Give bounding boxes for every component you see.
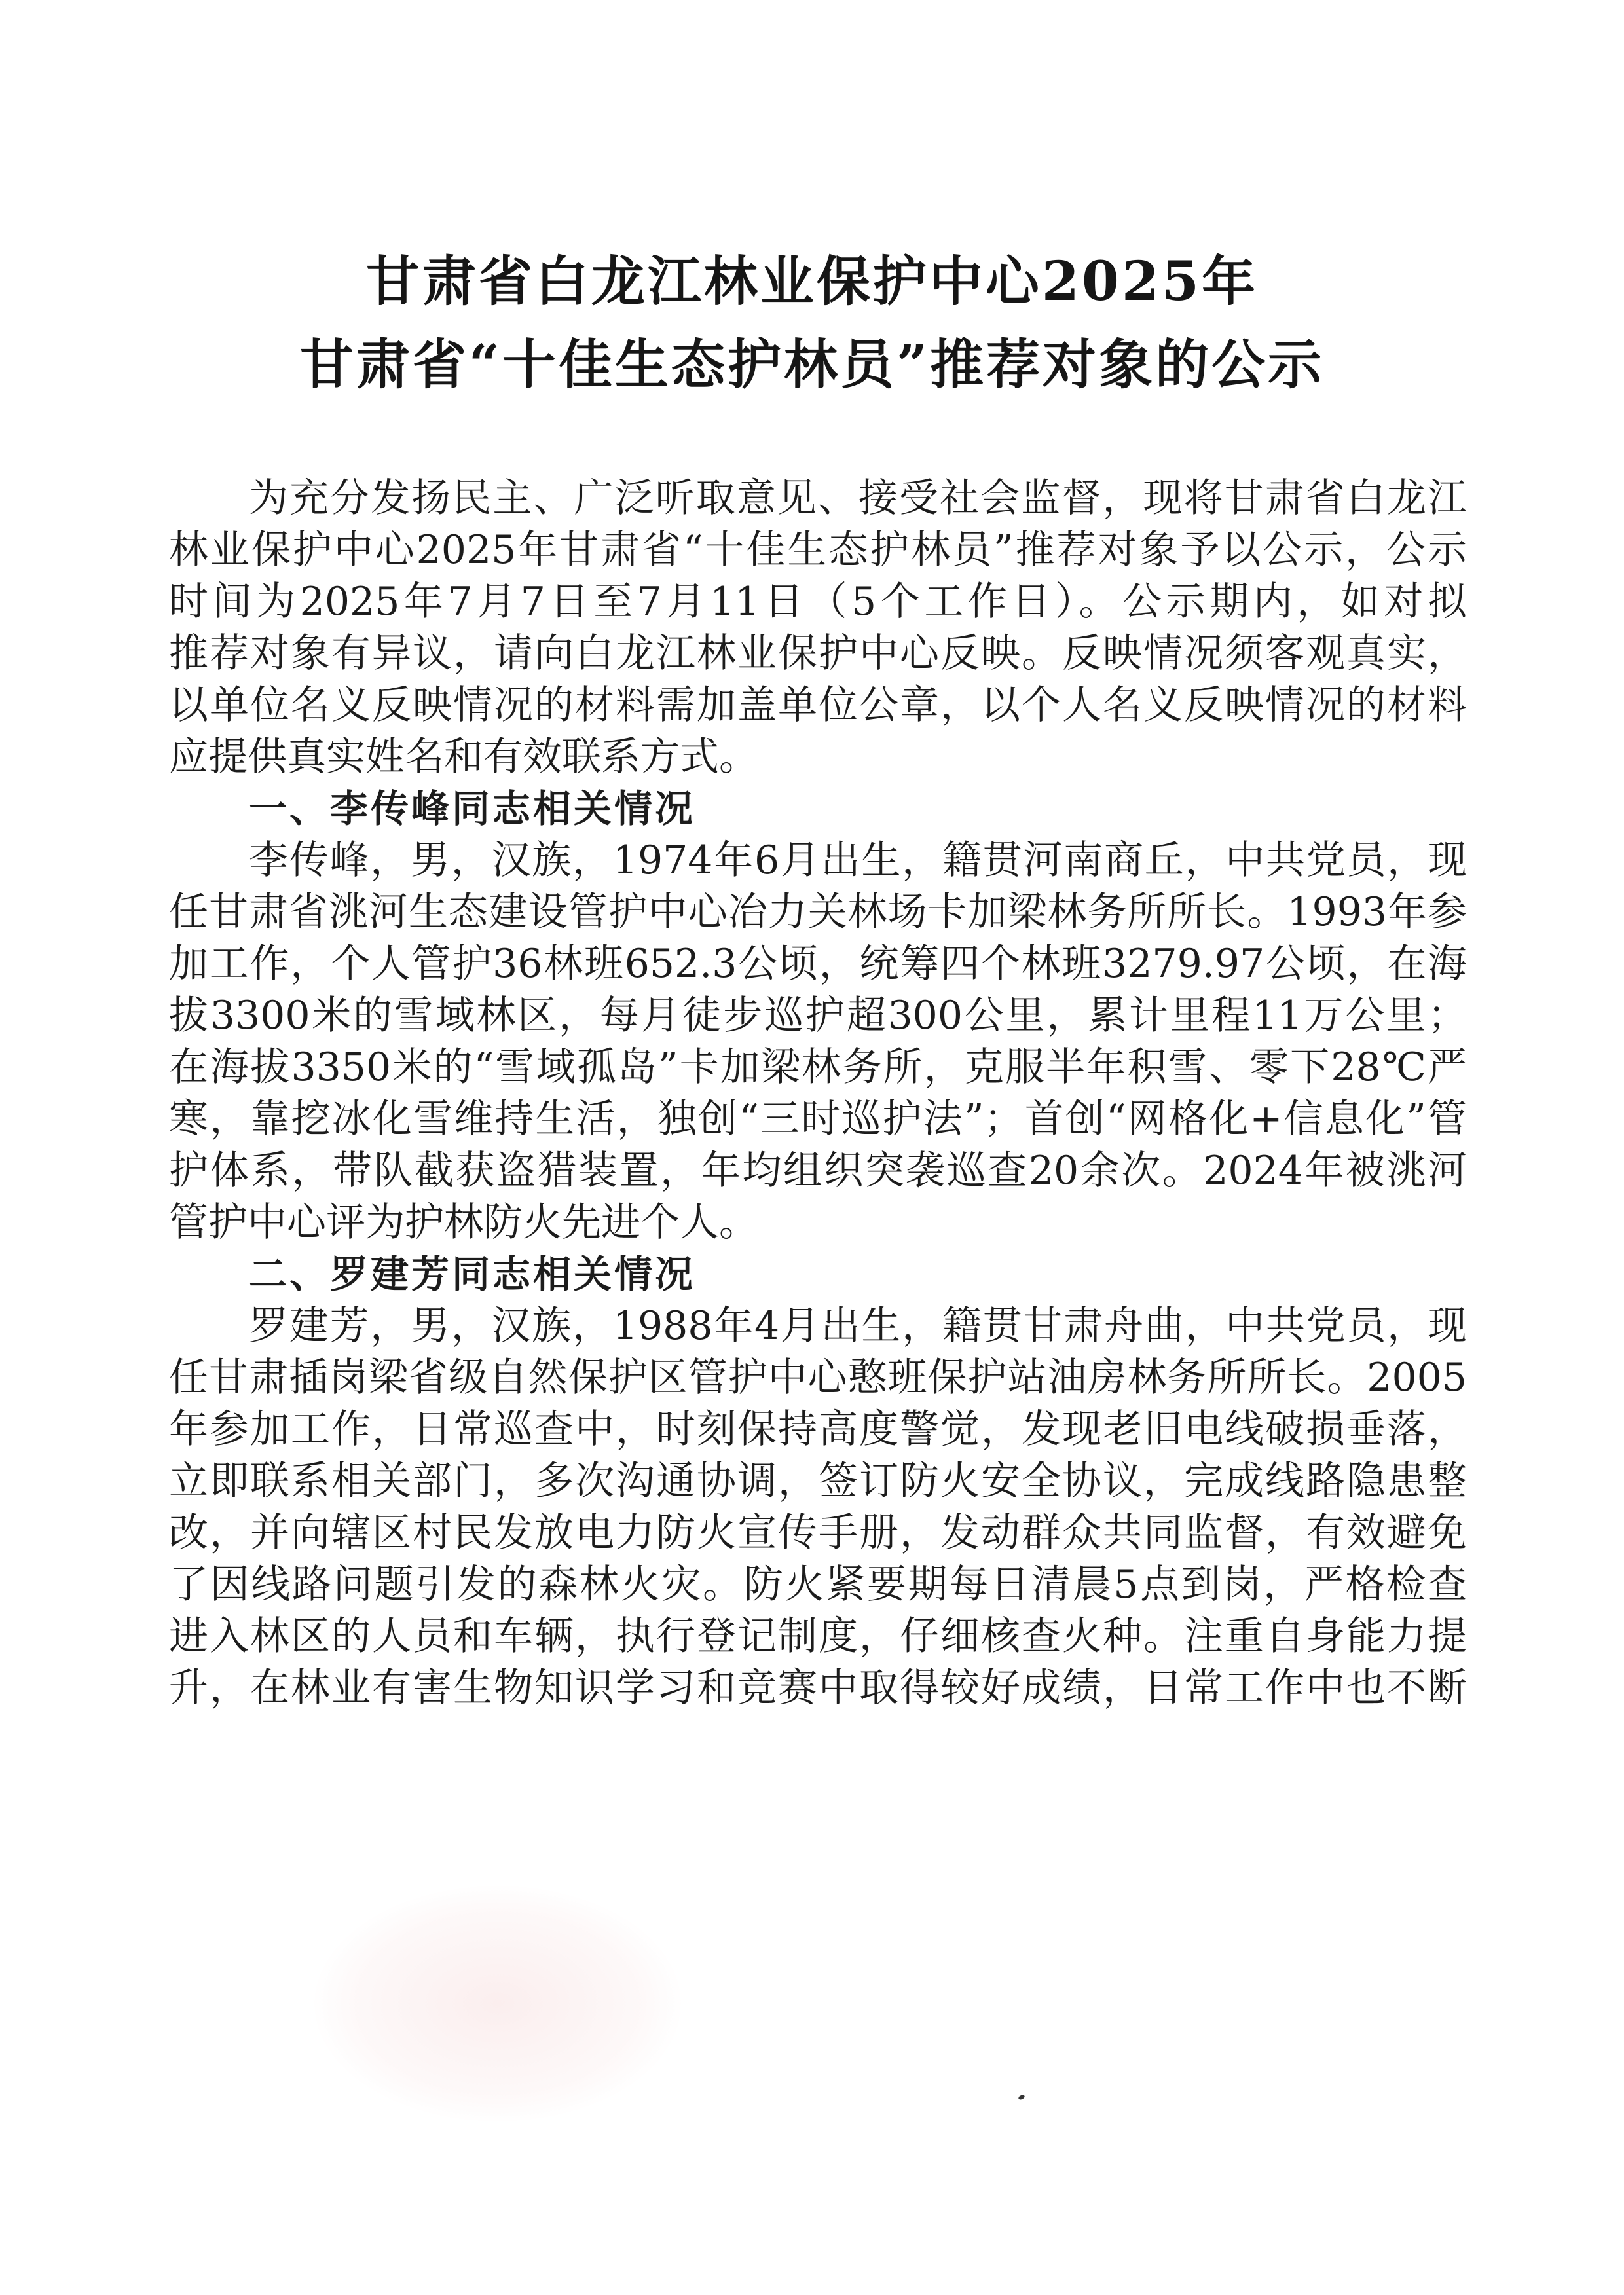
- section-1-line: 管护中心评为护林防火先进个人。: [169, 1200, 758, 1245]
- section-1-line: 寒，靠挖冰化雪维持生活，独创“三时巡护法”；首创“网格化+信息化”管: [169, 1096, 1467, 1142]
- section-2-line: 任甘肃插岗梁省级自然保护区管护中心憨班保护站油房林务所所长。2005: [169, 1355, 1467, 1401]
- section-2-line: 了因线路问题引发的森林火灾。防火紧要期每日清晨5点到岗，严格检查: [169, 1562, 1467, 1607]
- section-2-line: 改，并向辖区村民发放电力防火宣传手册，发动群众共同监督，有效避免: [169, 1510, 1467, 1556]
- section-2-line: 罗建芳，男，汉族，1988年4月出生，籍贯甘肃舟曲，中共党员，现: [249, 1303, 1467, 1349]
- section-2-line: 升，在林业有害生物知识学习和竞赛中取得较好成绩，日常工作中也不断: [169, 1665, 1467, 1711]
- section-1-line: 护体系，带队截获盗猎装置，年均组织突袭巡查20余次。2024年被洮河: [169, 1148, 1467, 1194]
- section-1-line: 李传峰，男，汉族，1974年6月出生，籍贯河南商丘，中共党员，现: [249, 837, 1467, 883]
- section-2-heading: 二、罗建芳同志相关情况: [249, 1252, 696, 1296]
- section-1-line: 在海拔3350米的“雪域孤岛”卡加梁林务所，克服半年积雪、零下28℃严: [169, 1044, 1467, 1090]
- section-2-line: 立即联系相关部门，多次沟通协调，签订防火安全协议，完成线路隐患整: [169, 1458, 1467, 1504]
- section-2-paragraph: [169, 1300, 1467, 1714]
- intro-paragraph: [169, 473, 1467, 783]
- section-2-line: 进入林区的人员和车辆，执行登记制度，仔细核查火种。注重自身能力提: [169, 1613, 1467, 1659]
- section-2-line: 年参加工作，日常巡查中，时刻保持高度警觉，发现老旧电线破损垂落，: [169, 1406, 1467, 1452]
- section-1-line: 任甘肃省洮河生态建设管护中心冶力关林场卡加梁林务所所长。1993年参: [169, 889, 1467, 935]
- scan-speck: [1018, 2094, 1025, 2101]
- faint-seal-mark: [314, 1886, 681, 2121]
- section-1-line: 加工作，个人管护36林班652.3公顷，统筹四个林班3279.97公顷，在海: [169, 941, 1467, 987]
- section-1-heading: 一、李传峰同志相关情况: [249, 786, 696, 831]
- section-1-line: 拔3300米的雪域林区，每月徒步巡护超300公里，累计里程11万公里；: [169, 993, 1467, 1038]
- document-title-line-1: 甘肃省白龙江林业保护中心2025年: [365, 250, 1259, 313]
- intro-line: 林业保护中心2025年甘肃省“十佳生态护林员”推荐对象予以公示，公示: [169, 527, 1467, 573]
- section-1-paragraph: [169, 835, 1467, 1249]
- document-title-line-2: 甘肃省“十佳生态护林员”推荐对象的公示: [299, 333, 1325, 396]
- intro-line: 以单位名义反映情况的材料需加盖单位公章，以个人名义反映情况的材料: [169, 682, 1467, 728]
- intro-line: 推荐对象有异议，请向白龙江林业保护中心反映。反映情况须客观真实，: [169, 631, 1467, 676]
- intro-line: 时间为2025年7月7日至7月11日（5个工作日）。公示期内，如对拟: [169, 579, 1467, 625]
- intro-line: 为充分发扬民主、广泛听取意见、接受社会监督，现将甘肃省白龙江: [249, 475, 1467, 521]
- intro-line: 应提供真实姓名和有效联系方式。: [169, 734, 758, 780]
- document-body: [169, 473, 1467, 1714]
